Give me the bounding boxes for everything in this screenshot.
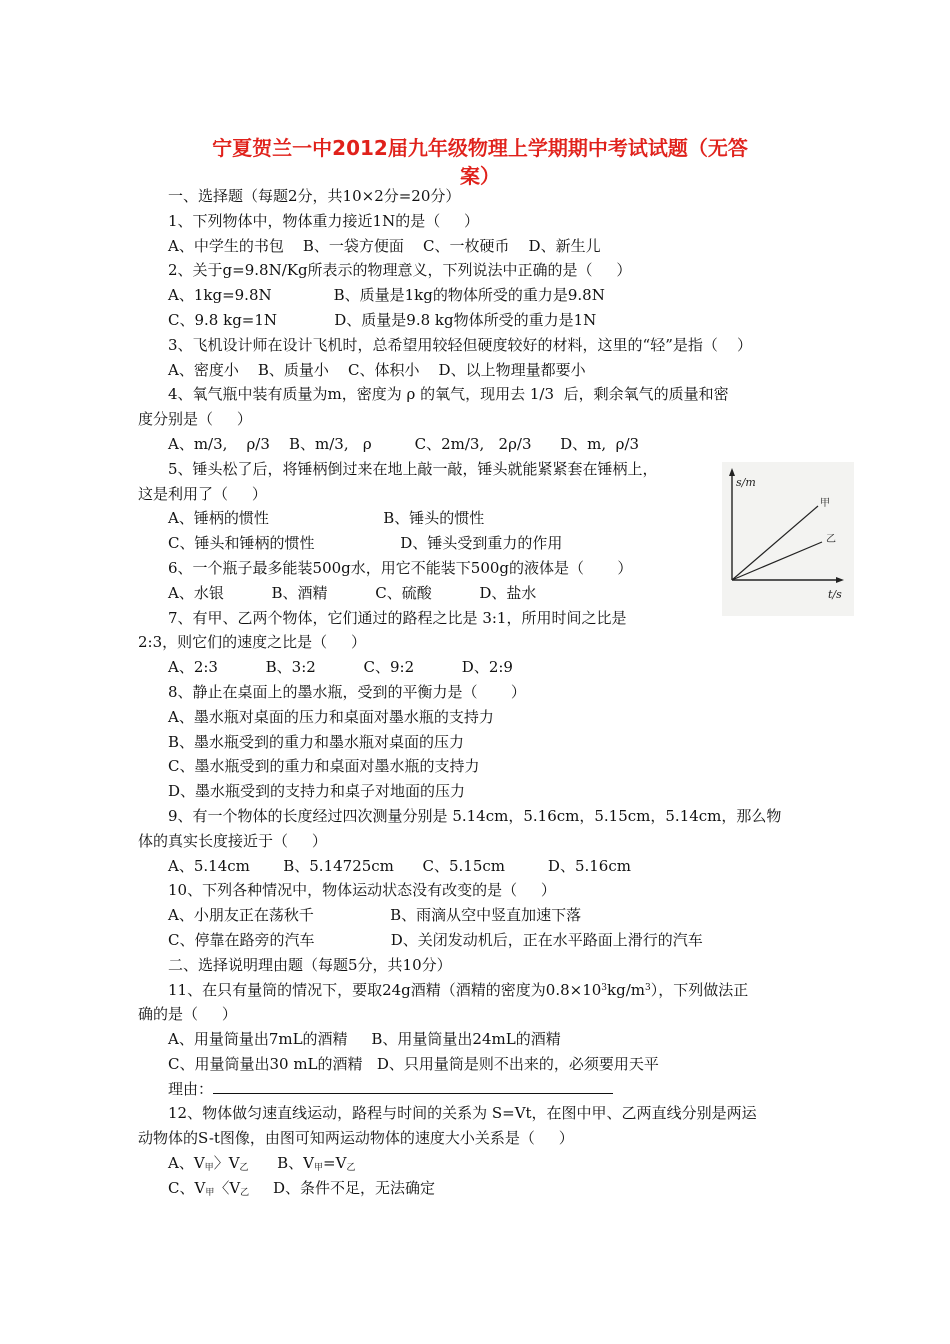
y-axis-arrow xyxy=(729,468,735,476)
section-heading: 一、选择题（每题2分，共10×2分=20分） xyxy=(168,187,461,205)
question-4-options: A、m/3, ρ/3 B、m/3, ρ C、2m/3, 2ρ/3 D、m, ρ/3 xyxy=(168,434,640,453)
q11-exponent: 3 xyxy=(645,982,651,993)
q12-subscript: 甲 xyxy=(314,1163,324,1174)
question-2-options: A、1kg=9.8N B、质量是1kg的物体所受的重力是9.8N xyxy=(168,286,605,305)
question-12-options xyxy=(138,1151,818,1176)
question-9-stem: 9、有一个物体的长度经过四次测量分别是 5.14cm，5.16cm，5.15cm，5.14cm，那么物 xyxy=(168,806,782,825)
q12-subscript: 甲 xyxy=(205,1187,215,1198)
x-axis-arrow xyxy=(836,577,844,583)
question-12-options xyxy=(138,1176,818,1201)
question-4-stem: 4、氧气瓶中装有质量为m，密度为 ρ 的氧气，现用去 1/3 后，剩余氧气的质量和密 xyxy=(168,385,729,404)
line-yi xyxy=(732,542,822,580)
q12-opt-text: B、V xyxy=(248,1154,315,1173)
question-3-options: A、密度小 B、质量小 C、体积小 D、以上物理量都要小 xyxy=(168,360,586,379)
question-3-stem: 3、飞机设计师在设计飞机时，总希望用较轻但硬度较好的材料，这里的“轻”是指（ ） xyxy=(168,335,752,354)
q12-opt-text: A、V xyxy=(168,1154,205,1173)
question-8-stem: 8、静止在桌面上的墨水瓶，受到的平衡力是（ ） xyxy=(168,682,526,701)
question-11-reason xyxy=(138,1077,818,1102)
st-graph xyxy=(722,462,854,616)
q12-subscript: 乙 xyxy=(346,1163,356,1174)
title-line-2: 案） xyxy=(460,164,500,188)
q12-subscript: 甲 xyxy=(204,1163,214,1174)
question-7-stem: 7、有甲、乙两个物体，它们通过的路程之比是 3:1，所用时间之比是 xyxy=(168,608,627,627)
question-2-options: C、9.8 kg=1N D、质量是9.8 kg物体所受的重力是1N xyxy=(168,310,597,329)
q12-opt-text: 〉V xyxy=(213,1154,240,1173)
line-jia-label: 甲 xyxy=(820,498,830,509)
exam-content xyxy=(138,184,818,1201)
q11-text: kg/m xyxy=(607,980,645,999)
question-8-option-d: D、墨水瓶受到的支持力和桌子对地面的压力 xyxy=(168,782,466,801)
q11-text: ），下列做法正 xyxy=(650,980,749,999)
line-yi-label: 乙 xyxy=(826,534,836,545)
question-2-stem: 2、关于g=9.8N/Kg所表示的物理意义，下列说法中正确的是（ ） xyxy=(168,261,632,280)
question-6-options: A、水银 B、酒精 C、硫酸 D、盐水 xyxy=(168,583,537,602)
page-title xyxy=(150,134,810,190)
question-12-stem: 动物体的S-t图像，由图可知两运动物体的速度大小关系是（ ） xyxy=(138,1129,574,1148)
question-5-stem: 这是利用了（ ） xyxy=(138,484,267,503)
question-1-options: A、中学生的书包 B、一袋方便面 C、一枚硬币 D、新生儿 xyxy=(168,236,601,255)
q12-opt-text: D、条件不足，无法确定 xyxy=(249,1178,436,1197)
question-9-stem: 体的真实长度接近于（ ） xyxy=(138,831,327,850)
q11-exponent: 3 xyxy=(601,982,608,993)
question-10-options: C、停靠在路旁的汽车 D、关闭发动机后，正在水平路面上滑行的汽车 xyxy=(168,930,703,949)
q12-opt-text: 〈V xyxy=(214,1178,241,1197)
question-8-option-c: C、墨水瓶受到的重力和桌面对墨水瓶的支持力 xyxy=(168,757,480,776)
q12-subscript: 乙 xyxy=(239,1163,249,1174)
q12-opt-text: C、V xyxy=(168,1178,206,1197)
question-5-stem: 5、锤头松了后，将锤柄倒过来在地上敲一敲，锤头就能紧紧套在锤柄上， xyxy=(168,459,658,478)
q11-text: 11、在只有量筒的情况下，要取24g酒精（酒精的密度为0.8×10 xyxy=(168,980,602,999)
y-axis-label: s/m xyxy=(736,476,756,489)
question-6-stem: 6、一个瓶子最多能装500g水，用它不能装下500g的液体是（ ） xyxy=(168,558,633,577)
section-heading: 二、选择说明理由题（每题5分，共10分） xyxy=(168,955,452,974)
question-5-options: C、锤头和锤柄的惯性 D、锤头受到重力的作用 xyxy=(168,534,563,553)
question-4-stem: 度分别是（ ） xyxy=(138,410,252,429)
question-10-options: A、小朋友正在荡秋千 B、雨滴从空中竖直加速下落 xyxy=(168,906,582,925)
question-11-options: A、用量筒量出7mL的酒精 B、用量筒量出24mL的酒精 xyxy=(168,1030,561,1049)
question-11-stem xyxy=(138,978,818,1003)
line-jia xyxy=(732,506,818,580)
question-12-stem: 12、物体做匀速直线运动，路程与时间的关系为 S=Vt，在图中甲、乙两直线分别是两运 xyxy=(168,1104,757,1123)
q12-opt-text: =V xyxy=(323,1154,347,1173)
question-5-options: A、锤柄的惯性 B、锤头的惯性 xyxy=(168,509,485,528)
title-line-1: 宁夏贺兰一中2012届九年级物理上学期期中考试试题（无答 xyxy=(212,136,748,160)
x-axis-label: t/s xyxy=(828,588,842,601)
question-11-stem: 确的是（ ） xyxy=(138,1005,237,1024)
st-graph-svg xyxy=(722,462,854,616)
question-7-options: A、2:3 B、3:2 C、9:2 D、2:9 xyxy=(168,658,513,677)
question-7-stem: 2:3，则它们的速度之比是（ ） xyxy=(138,633,366,652)
answer-blank[interactable] xyxy=(213,1077,613,1094)
reason-label: 理由： xyxy=(168,1079,214,1098)
question-1-stem: 1、下列物体中，物体重力接近1N的是（ ） xyxy=(168,211,480,230)
question-8-option-a: A、墨水瓶对桌面的压力和桌面对墨水瓶的支持力 xyxy=(168,707,494,726)
question-10-stem: 10、下列各种情况中，物体运动状态没有改变的是（ ） xyxy=(168,881,556,900)
question-8-option-b: B、墨水瓶受到的重力和墨水瓶对桌面的压力 xyxy=(168,732,465,751)
question-9-options: A、5.14cm B、5.14725cm C、5.15cm D、5.16cm xyxy=(168,856,631,875)
q12-subscript: 乙 xyxy=(240,1187,250,1198)
question-11-options: C、用量筒量出30 mL的酒精 D、只用量筒是则不出来的，必须要用天平 xyxy=(168,1054,659,1073)
